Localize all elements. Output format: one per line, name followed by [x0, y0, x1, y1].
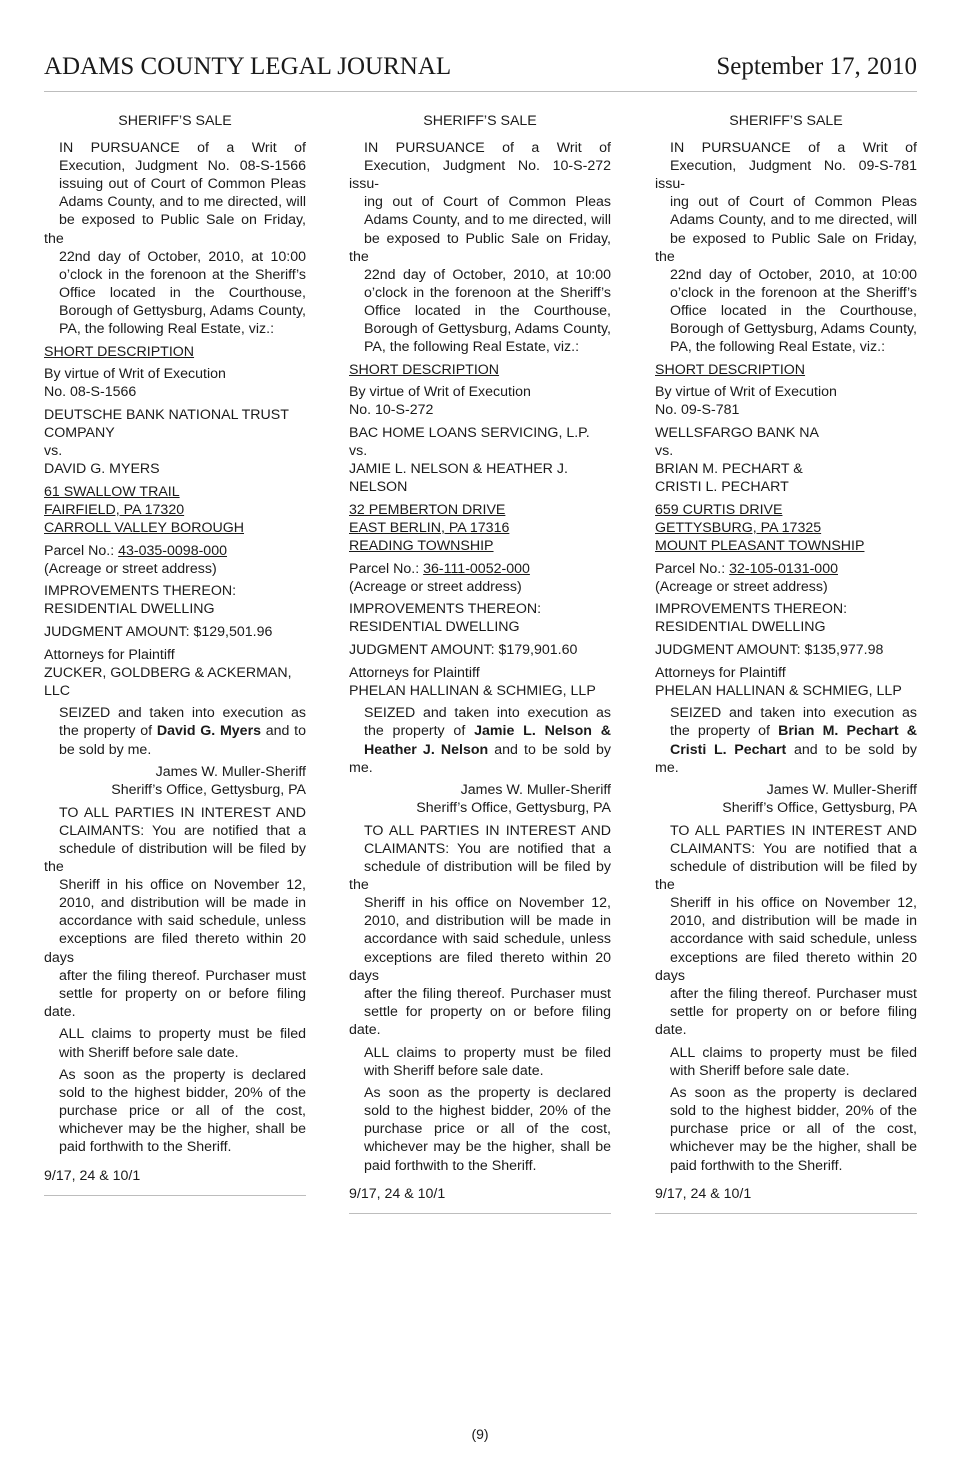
declared-line: As soon as the property is declared [59, 1067, 306, 1084]
party-line: DEUTSCHE BANK NATIONAL TRUST [44, 406, 289, 423]
address-line: 659 CURTIS DRIVE [655, 501, 783, 518]
attorneys-name: PHELAN HALLINAN & SCHMIEG, LLP [655, 682, 902, 699]
address-line: EAST BERLIN, PA 17316 [349, 519, 510, 536]
pursuance-line: Borough of Gettysburg, Adams County, [364, 321, 611, 338]
sheriff-sale-notice [44, 112, 306, 1196]
claimants-line: settle for property on or before filing date. [349, 1003, 611, 1038]
declared-line: purchase price or all of the cost, [670, 1121, 917, 1138]
parcel-label: Parcel No.: [655, 560, 730, 577]
sheriff-signature [349, 781, 611, 817]
improvements-label: IMPROVEMENTS THEREON: [655, 601, 848, 618]
attorneys-label: Attorneys for Plaintiff [655, 664, 786, 681]
pursuance-line: Office located in the Courthouse, [364, 302, 611, 319]
writ-block [349, 383, 611, 419]
attorneys-name: PHELAN HALLINAN & SCHMIEG, LLP [349, 682, 596, 699]
party-line: CRISTI L. PECHART [655, 479, 789, 496]
seized-paragraph [655, 704, 917, 776]
parcel-block [655, 560, 917, 596]
seized-line [349, 722, 611, 740]
improvements-value: RESIDENTIAL DWELLING [655, 619, 826, 636]
issue-date: September 17, 2010 [716, 53, 917, 80]
seized-text: the property of [670, 723, 779, 740]
claimants-line: TO ALL PARTIES IN INTEREST AND [59, 804, 306, 821]
acreage-note: (Acreage or street address) [44, 560, 217, 577]
seized-paragraph [349, 704, 611, 776]
writ-number: No. 10-S-272 [349, 402, 434, 419]
pursuance-line: issuing out of Court of Common Pleas [59, 176, 306, 193]
claimants-paragraph [44, 804, 306, 1021]
owner-name: Cristi L. Pechart [670, 741, 787, 758]
owner-name: Heather J. Nelson [364, 741, 489, 758]
declared-line: sold to the highest bidder, 20% of the [364, 1103, 611, 1120]
seized-text: and to be sold by me. [655, 741, 917, 776]
pursuance-line: Adams County, and to me directed, will [670, 212, 917, 229]
party-line: vs. [349, 443, 368, 460]
parties-block [44, 406, 306, 478]
pursuance-line: be exposed to Public Sale on Friday, the [44, 212, 306, 247]
acreage-note: (Acreage or street address) [655, 578, 828, 595]
claims-line: with Sheriff before sale date. [59, 1044, 239, 1061]
owner-name: Brian M. Pechart & [778, 723, 917, 740]
page-number: (9) [471, 1426, 489, 1442]
claimants-line: accordance with said schedule, unless [364, 931, 611, 948]
attorneys-label: Attorneys for Plaintiff [44, 646, 175, 663]
declared-line: As soon as the property is declared [364, 1085, 611, 1102]
short-description-heading: SHORT DESCRIPTION [349, 361, 500, 378]
declared-line: sold to the highest bidder, 20% of the [670, 1103, 917, 1120]
claimants-line: schedule of distribution will be filed by the [44, 840, 306, 876]
seized-paragraph [44, 704, 306, 758]
address-line: MOUNT PLEASANT TOWNSHIP [655, 538, 865, 555]
claimants-line: accordance with said schedule, unless [59, 913, 306, 930]
claimants-line: after the filing thereof. Purchaser must [670, 985, 917, 1002]
parcel-block [349, 560, 611, 596]
claimants-line: Sheriff in his office on November 12, [670, 895, 917, 912]
declared-line: paid forthwith to the Sheriff. [670, 1157, 843, 1174]
claimants-line: exceptions are filed thereto within 20 days [655, 949, 917, 984]
sheriff-signature [655, 781, 917, 817]
seized-text: SEIZED and taken into execution as [670, 705, 917, 722]
notice-heading: SHERIFF’S SALE [118, 113, 232, 129]
claimants-line: CLAIMANTS: You are notified that a [670, 840, 917, 857]
pursuance-line: IN PURSUANCE of a Writ of [364, 140, 611, 157]
address-line: 61 SWALLOW TRAIL [44, 483, 180, 500]
property-address [349, 501, 611, 555]
column-end-rule [349, 1213, 611, 1214]
declared-line: paid forthwith to the Sheriff. [59, 1139, 232, 1156]
sheriff-office: Sheriff’s Office, Gettysburg, PA [722, 800, 917, 817]
owner-name: Jamie L. Nelson & [474, 723, 611, 740]
pursuance-line: Office located in the Courthouse, [59, 284, 306, 301]
seized-text: SEIZED and taken into execution as [59, 705, 306, 722]
claimants-line: Sheriff in his office on November 12, [59, 877, 306, 894]
pursuance-line: PA, the following Real Estate, viz.: [59, 321, 275, 338]
declared-line: whichever may be the higher, shall be [670, 1139, 917, 1156]
pursuance-paragraph [349, 139, 611, 356]
pursuance-line: be exposed to Public Sale on Friday, the [655, 230, 917, 265]
address-line: GETTYSBURG, PA 17325 [655, 519, 822, 536]
writ-line: By virtue of Writ of Execution [44, 366, 226, 383]
claims-line: ALL claims to property must be filed [364, 1044, 611, 1061]
pursuance-line: Borough of Gettysburg, Adams County, [59, 302, 306, 319]
improvements-value: RESIDENTIAL DWELLING [349, 619, 520, 636]
claims-line: ALL claims to property must be filed [670, 1044, 917, 1061]
address-line: FAIRFIELD, PA 17320 [44, 501, 185, 518]
writ-block [655, 383, 917, 419]
pursuance-line: Adams County, and to me directed, will [364, 212, 611, 229]
parties-block [655, 424, 917, 496]
pursuance-line: o’clock in the forenoon at the Sheriff’s [670, 284, 917, 301]
claimants-line: accordance with said schedule, unless [670, 931, 917, 948]
claims-paragraph [349, 1044, 611, 1080]
pursuance-line: IN PURSUANCE of a Writ of [59, 140, 306, 157]
pursuance-paragraph [655, 139, 917, 356]
attorneys-block [349, 664, 611, 700]
pursuance-line: 22nd day of October, 2010, at 10:00 [364, 266, 611, 283]
claimants-line: TO ALL PARTIES IN INTEREST AND [670, 822, 917, 839]
claimants-line: CLAIMANTS: You are notified that a [364, 840, 611, 857]
parcel-block [44, 542, 306, 578]
acreage-note: (Acreage or street address) [349, 578, 522, 595]
claimants-line: after the filing thereof. Purchaser must [364, 985, 611, 1002]
judgment-amount: JUDGMENT AMOUNT: $179,901.60 [349, 642, 578, 659]
pursuance-line: Borough of Gettysburg, Adams County, [670, 321, 917, 338]
party-line: BRIAN M. PECHART & [655, 461, 803, 478]
seized-line [349, 704, 611, 722]
declared-line: purchase price or all of the cost, [59, 1103, 306, 1120]
column-end-rule [655, 1213, 917, 1214]
declared-paragraph [44, 1066, 306, 1156]
claimants-line: settle for property on or before filing date. [655, 1003, 917, 1038]
declared-paragraph [349, 1084, 611, 1174]
pursuance-line: PA, the following Real Estate, viz.: [670, 339, 886, 356]
claimants-line: settle for property on or before filing date. [44, 985, 306, 1020]
party-line: DAVID G. MYERS [44, 461, 160, 478]
attorneys-block [44, 646, 306, 700]
writ-line: By virtue of Writ of Execution [655, 384, 837, 401]
seized-line [655, 741, 917, 777]
pursuance-line: ing out of Court of Common Pleas [364, 194, 611, 211]
attorneys-name: ZUCKER, GOLDBERG & ACKERMAN, [44, 664, 292, 681]
pursuance-line: 22nd day of October, 2010, at 10:00 [670, 266, 917, 283]
writ-number: No. 08-S-1566 [44, 384, 137, 401]
parcel-label: Parcel No.: [349, 560, 424, 577]
claimants-line: schedule of distribution will be filed by the [655, 859, 917, 894]
notice-heading: SHERIFF’S SALE [423, 113, 537, 129]
claims-line: ALL claims to property must be filed [59, 1026, 306, 1043]
sheriff-sale-notice [349, 112, 611, 1214]
sheriff-sale-notice [655, 112, 917, 1214]
improvements-value: RESIDENTIAL DWELLING [44, 601, 215, 618]
parcel-line [349, 560, 611, 578]
pursuance-line: Office located in the Courthouse, [670, 302, 917, 319]
claimants-line: 2010, and distribution will be made in [59, 895, 306, 912]
parcel-number: 36-111-0052-000 [423, 560, 530, 577]
declared-paragraph [655, 1084, 917, 1174]
seized-text: the property of [364, 723, 475, 740]
sheriff-office: Sheriff’s Office, Gettysburg, PA [416, 800, 611, 817]
writ-line: By virtue of Writ of Execution [349, 384, 531, 401]
improvements-block [655, 600, 917, 636]
claimants-line: schedule of distribution will be filed by the [349, 859, 611, 894]
short-description-heading: SHORT DESCRIPTION [655, 361, 806, 378]
seized-line [44, 741, 306, 759]
column-end-rule [44, 1195, 306, 1196]
owner-name: David G. Myers [156, 723, 261, 740]
masthead [44, 52, 917, 82]
seized-line [655, 704, 917, 722]
seized-line [44, 722, 306, 740]
pursuance-paragraph [44, 139, 306, 338]
claimants-line: exceptions are filed thereto within 20 days [44, 931, 306, 966]
seized-line [44, 704, 306, 722]
claims-paragraph [44, 1025, 306, 1061]
sheriff-name: James W. Muller-Sheriff [460, 782, 611, 799]
claimants-line: TO ALL PARTIES IN INTEREST AND [364, 822, 611, 839]
parties-block [349, 424, 611, 496]
claimants-line: 2010, and distribution will be made in [670, 913, 917, 930]
party-line: WELLSFARGO BANK NA [655, 425, 819, 441]
declared-line: whichever may be the higher, shall be [364, 1139, 611, 1156]
party-line: COMPANY [44, 425, 115, 441]
attorneys-block [655, 664, 917, 700]
claims-line: with Sheriff before sale date. [670, 1062, 850, 1079]
short-description-heading: SHORT DESCRIPTION [44, 343, 195, 360]
pursuance-line: Execution, Judgment No. 09-S-781 issu- [655, 158, 917, 193]
claimants-line: after the filing thereof. Purchaser must [59, 967, 306, 984]
claimants-paragraph [655, 822, 917, 1039]
seized-text: SEIZED and taken into execution as [364, 705, 611, 722]
party-line: NELSON [349, 479, 408, 496]
improvements-label: IMPROVEMENTS THEREON: [349, 601, 542, 618]
declared-line: sold to the highest bidder, 20% of the [59, 1085, 306, 1102]
judgment-amount: JUDGMENT AMOUNT: $135,977.98 [655, 642, 884, 659]
publication-dates: 9/17, 24 & 10/1 [655, 1185, 752, 1202]
pursuance-line: o’clock in the forenoon at the Sheriff’s [364, 284, 611, 301]
parcel-line [44, 542, 306, 560]
party-line: vs. [655, 443, 674, 460]
party-line: vs. [44, 443, 63, 460]
sheriff-office: Sheriff’s Office, Gettysburg, PA [111, 782, 306, 799]
declared-line: As soon as the property is declared [670, 1085, 917, 1102]
publication-dates: 9/17, 24 & 10/1 [349, 1185, 446, 1202]
pursuance-line: Adams County, and to me directed, will [59, 194, 306, 211]
claimants-line: exceptions are filed thereto within 20 days [349, 949, 611, 984]
parcel-label: Parcel No.: [44, 542, 119, 559]
claims-paragraph [655, 1044, 917, 1080]
address-line: READING TOWNSHIP [349, 538, 494, 555]
pursuance-line: o’clock in the forenoon at the Sheriff’s [59, 266, 306, 283]
judgment-amount: JUDGMENT AMOUNT: $129,501.96 [44, 623, 273, 640]
parcel-number: 32-105-0131-000 [729, 560, 838, 577]
notice-heading: SHERIFF’S SALE [729, 113, 843, 129]
claimants-paragraph [349, 822, 611, 1039]
property-address [655, 501, 917, 555]
attorneys-name: LLC [44, 682, 71, 699]
address-line: 32 PEMBERTON DRIVE [349, 501, 506, 518]
party-line: JAMIE L. NELSON & HEATHER J. [349, 461, 568, 478]
pursuance-line: Execution, Judgment No. 08-S-1566 [59, 158, 306, 175]
declared-line: purchase price or all of the cost, [364, 1121, 611, 1138]
seized-text: the property of [59, 723, 157, 740]
property-address [44, 483, 306, 537]
writ-block [44, 365, 306, 401]
sheriff-name: James W. Muller-Sheriff [766, 782, 917, 799]
address-line: CARROLL VALLEY BOROUGH [44, 519, 245, 536]
improvements-block [44, 582, 306, 618]
pursuance-line: Execution, Judgment No. 10-S-272 issu- [349, 158, 611, 193]
header-rule [44, 91, 917, 92]
attorneys-label: Attorneys for Plaintiff [349, 664, 480, 681]
pursuance-line: ing out of Court of Common Pleas [670, 194, 917, 211]
parcel-number: 43-035-0098-000 [118, 542, 227, 559]
party-line: BAC HOME LOANS SERVICING, L.P. [349, 425, 590, 441]
sheriff-signature [44, 763, 306, 799]
seized-line [655, 722, 917, 740]
declared-line: whichever may be the higher, shall be [59, 1121, 306, 1138]
pursuance-line: PA, the following Real Estate, viz.: [364, 339, 580, 356]
pursuance-line: IN PURSUANCE of a Writ of [670, 140, 917, 157]
writ-number: No. 09-S-781 [655, 402, 740, 419]
pursuance-line: 22nd day of October, 2010, at 10:00 [59, 248, 306, 265]
declared-line: paid forthwith to the Sheriff. [364, 1157, 537, 1174]
sheriff-name: James W. Muller-Sheriff [155, 764, 306, 781]
seized-text: and to be sold by me. [349, 741, 611, 776]
seized-text: and to [260, 723, 306, 740]
seized-line [349, 741, 611, 777]
claimants-line: Sheriff in his office on November 12, [364, 895, 611, 912]
pursuance-line: be exposed to Public Sale on Friday, the [349, 230, 611, 265]
improvements-label: IMPROVEMENTS THEREON: [44, 583, 237, 600]
improvements-block [349, 600, 611, 636]
seized-text: be sold by me. [59, 741, 152, 758]
parcel-line [655, 560, 917, 578]
publication-dates: 9/17, 24 & 10/1 [44, 1167, 141, 1184]
claimants-line: CLAIMANTS: You are notified that a [59, 822, 306, 839]
claimants-line: 2010, and distribution will be made in [364, 913, 611, 930]
claims-line: with Sheriff before sale date. [364, 1062, 544, 1079]
journal-title: ADAMS COUNTY LEGAL JOURNAL [44, 53, 452, 80]
